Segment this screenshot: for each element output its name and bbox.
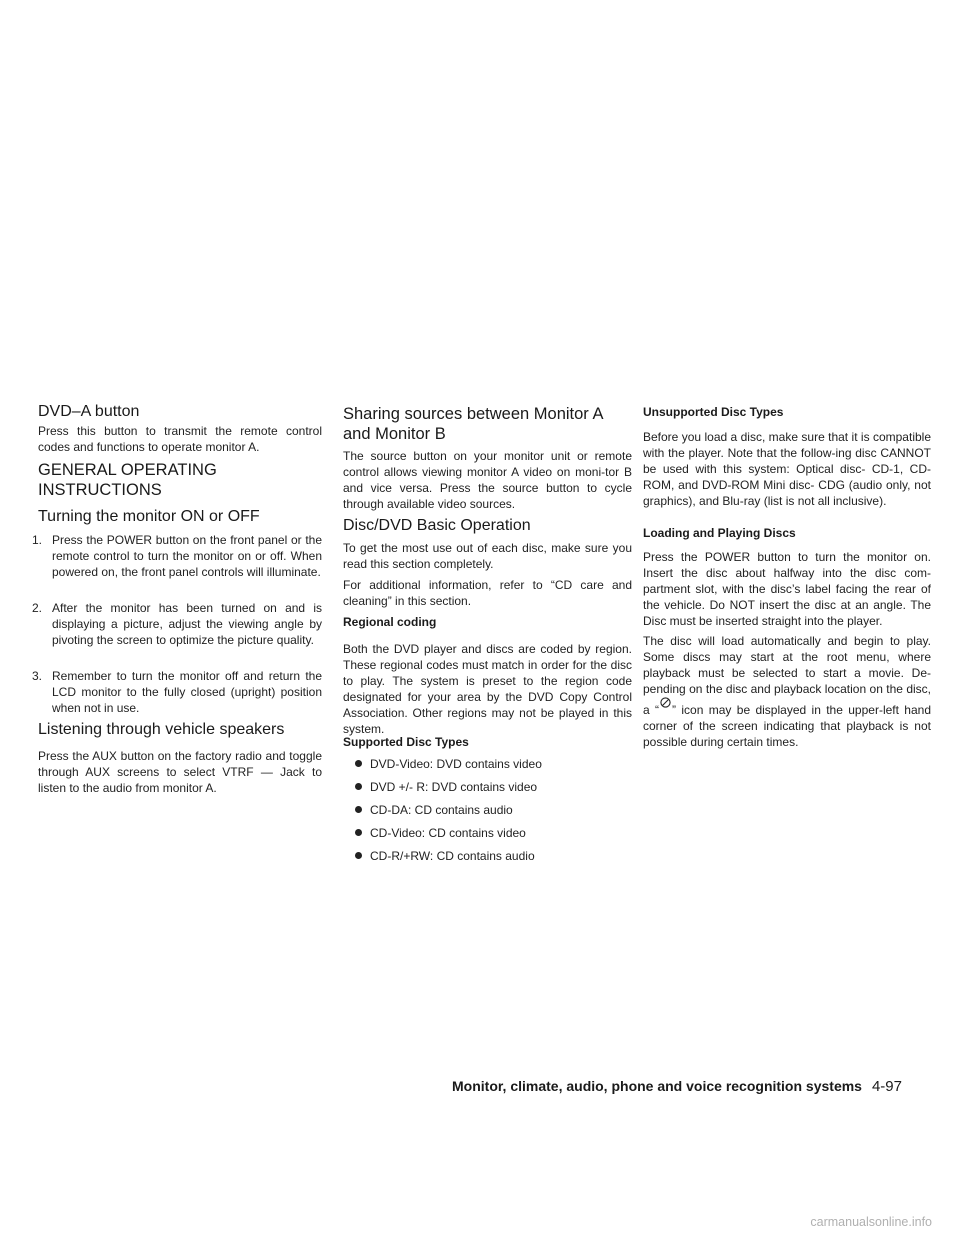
step-3 xyxy=(32,668,322,716)
section-title: Monitor, climate, audio, phone and voice recognition systems xyxy=(452,1078,862,1094)
regional-coding-text: Both the DVD player and discs are coded by region. These regional codes must match in order for the disc to play. The system is preset to the region code designated for your area by the DVD Copy Control Association. Other regions may not be played in this system. xyxy=(343,642,632,736)
listening-speakers-heading: Listening through vehicle speakers xyxy=(38,721,285,738)
turning-monitor-heading: Turning the monitor ON or OFF xyxy=(38,508,260,525)
page-number: 4-97 xyxy=(871,1078,902,1095)
supported-item: DVD-Video: DVD contains video xyxy=(355,756,542,772)
disc-basic-operation-heading: Disc/DVD Basic Operation xyxy=(343,517,531,534)
bullet-icon xyxy=(355,852,362,859)
supported-item: CD-R/+RW: CD contains audio xyxy=(355,848,535,864)
step-text: Remember to turn the monitor off and return the LCD monitor to the fully closed (upright) position when not in use. xyxy=(52,669,322,715)
loading-playing-text-2: The disc will load automatically and begin to play. Some discs may start at the root menu, where playback must be selected to start a movie. De-pending on the disc and playback location on the disc, a “ ” icon may be displayed in the upper-left hand corner of the screen indicating that playback is not possible during certain times. xyxy=(643,634,931,749)
supported-item: CD-DA: CD contains audio xyxy=(355,802,513,818)
listening-speakers-text: Press the AUX button on the factory radio and toggle through AUX screens to select VTRF — Jack to listen to the audio from monitor A. xyxy=(38,749,322,795)
loading-playing-text-1: Press the POWER button to turn the monitor on. Insert the disc about halfway into the disc com-partment slot, with the disc’s label facing the rear of the vehicle. Do NOT insert the disc at an angle. The Disc must be inserted straight into the player. xyxy=(643,550,931,628)
loading-playing-heading: Loading and Playing Discs xyxy=(643,526,796,540)
sharing-sources-heading: Sharing sources between Monitor A and Monitor B xyxy=(343,405,603,443)
step-number: 3. xyxy=(32,669,43,683)
bullet-icon xyxy=(355,829,362,836)
bullet-icon xyxy=(355,806,362,813)
step-text: Press the POWER button on the front panel or the remote control to turn the monitor on or off. When powered on, the front panel controls will illuminate. xyxy=(52,533,322,579)
supported-item: DVD +/- R: DVD contains video xyxy=(355,779,537,795)
step-number: 2. xyxy=(32,601,43,615)
page-footer xyxy=(452,1078,902,1096)
step-2 xyxy=(32,600,322,648)
step-text: After the monitor has been turned on and is displaying a picture, adjust the viewing angle by pivoting the screen to optimize the picture quality. xyxy=(52,601,322,647)
unsupported-disc-types-text: Before you load a disc, make sure that it is compatible with the player. Note that the follow-ing disc CANNOT be used with this system: Optical disc- CD-1, CD-ROM, and DVD-ROM Mini disc- CDG (audio only, not graphics), and Blu-ray (list is not all inclusive). xyxy=(643,430,931,508)
prohibited-icon xyxy=(660,697,671,708)
dvd-a-button-heading: DVD–A button xyxy=(38,403,140,420)
disc-basic-text-2: For additional information, refer to “CD care and cleaning” in this section. xyxy=(343,578,632,608)
watermark: carmanualsonline.info xyxy=(810,1215,932,1229)
step-1 xyxy=(32,532,322,580)
general-operating-heading: GENERAL OPERATING INSTRUCTIONS xyxy=(38,461,217,499)
dvd-a-button-text: Press this button to transmit the remote control codes and functions to operate monitor A. xyxy=(38,424,322,454)
unsupported-disc-types-heading: Unsupported Disc Types xyxy=(643,405,784,419)
disc-basic-text-1: To get the most use out of each disc, make sure you read this section completely. xyxy=(343,541,632,571)
regional-coding-heading: Regional coding xyxy=(343,615,437,629)
sharing-sources-text: The source button on your monitor unit or remote control allows viewing monitor A video on moni-tor B and vice versa. Press the source button to cycle through available video sources. xyxy=(343,449,632,511)
supported-disc-types-heading: Supported Disc Types xyxy=(343,735,469,749)
bullet-icon xyxy=(355,760,362,767)
supported-item: CD-Video: CD contains video xyxy=(355,825,526,841)
bullet-icon xyxy=(355,783,362,790)
step-number: 1. xyxy=(32,533,43,547)
